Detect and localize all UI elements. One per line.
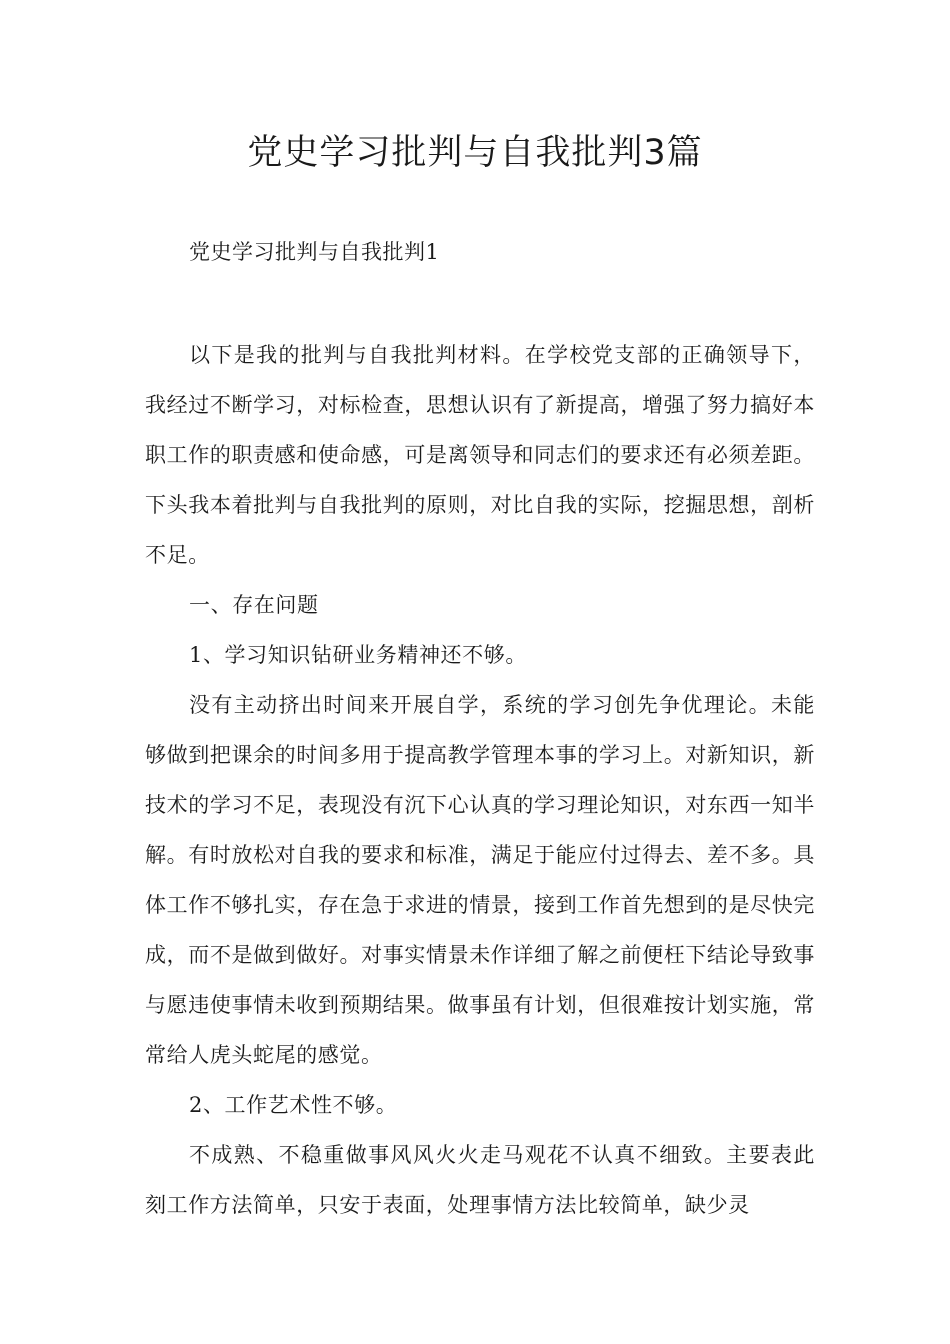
document-title: 党史学习批判与自我批判3篇 — [247, 133, 703, 173]
paragraph-intro: 以下是我的批判与自我批判材料。在学校党支部的正确领导下，我经过不断学习，对标检查，思想认识有了新提高，增强了努力搞好本职工作的职责感和使命感，可是离领导和同志们的要求还有必须差距。下头我本着批判与自我批判的原则，对比自我的实际，挖掘思想，剖析不足。 — [145, 343, 815, 567]
document-subtitle: 党史学习批判与自我批判1 — [189, 240, 440, 264]
document-body — [145, 330, 815, 1230]
paragraph-item-1: 没有主动挤出时间来开展自学，系统的学习创先争优理论。未能够做到把课余的时间多用于提高教学管理本事的学习上。对新知识，新技术的学习不足，表现没有沉下心认真的学习理论知识，对东西一知半解。有时放松对自我的要求和标准，满足于能应付过得去、差不多。具体工作不够扎实，存在急于求进的情景，接到工作首先想到的是尽快完成，而不是做到做好。对事实情景未作详细了解之前便枉下结论导致事与愿违使事情未收到预期结果。做事虽有计划，但很难按计划实施，常常给人虎头蛇尾的感觉。 — [145, 693, 815, 1067]
item-heading-1: 1、学习知识钻研业务精神还不够。 — [189, 643, 527, 667]
section-heading-problems: 一、存在问题 — [189, 593, 319, 617]
paragraph-item-2: 不成熟、不稳重做事风风火火走马观花不认真不细致。主要表此刻工作方法简单，只安于表面，处理事情方法比较简单，缺少灵 — [145, 1143, 815, 1217]
item-heading-2: 2、工作艺术性不够。 — [189, 1093, 398, 1117]
